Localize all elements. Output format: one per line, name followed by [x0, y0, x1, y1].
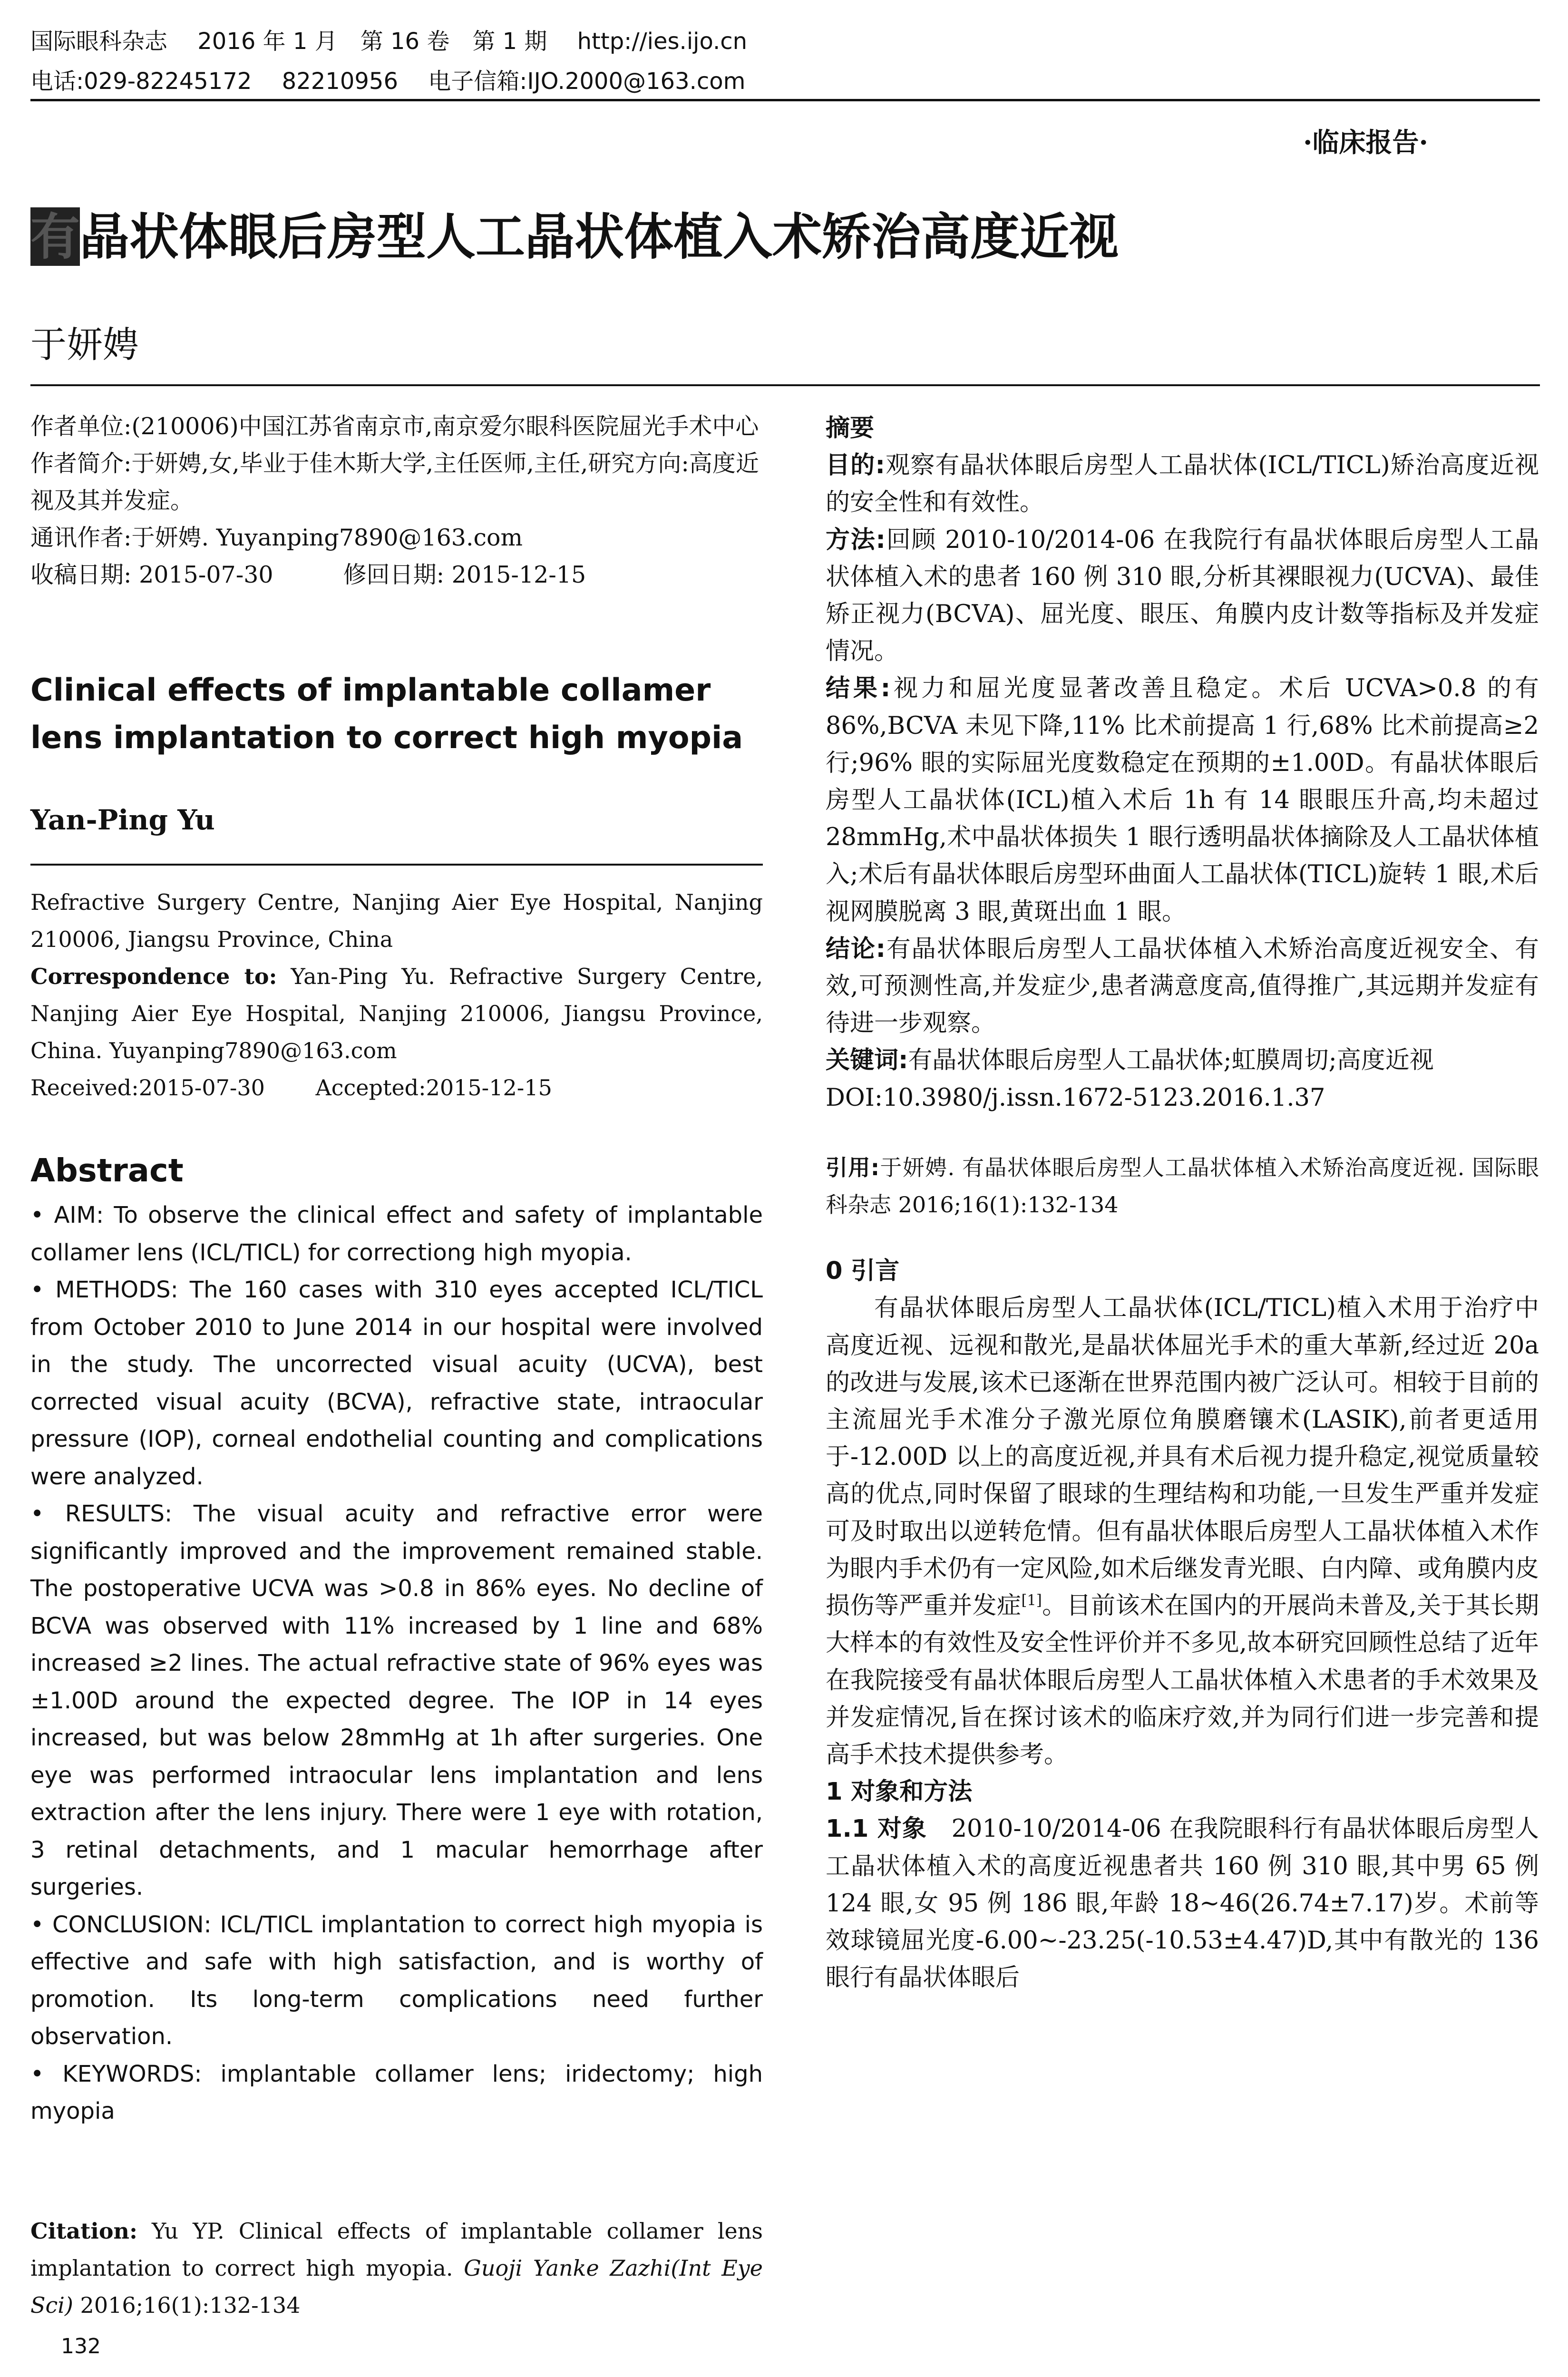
citation-tail: 2016;16(1):132-134 — [73, 2292, 301, 2318]
cn-citation: 于妍娉. 有晶状体眼后房型人工晶状体植入术矫治高度近视. 国际眼科杂志 2016;16(1):132-134 — [826, 1154, 1539, 1218]
left-column-meta — [30, 408, 763, 594]
header-rule — [30, 99, 1540, 101]
cn-conclusion-label: 结论: — [826, 935, 886, 963]
english-affiliation-block — [30, 884, 763, 1106]
author-affiliation: 作者单位:(210006)中国江苏省南京市,南京爱尔眼科医院屈光手术中心 — [30, 413, 759, 440]
doi: DOI:10.3980/j.issn.1672-5123.2016.1.37 — [826, 1083, 1325, 1112]
title-first-char-highlight: 有 — [30, 207, 80, 266]
correspondence-text: Yan-Ping Yu. Refractive Surgery Centre, Nanjing Aier Eye Hospital, Nanjing 210006, Jiangsu Province, China. Yuyanping7890@163.com — [30, 964, 763, 1063]
cn-results: 视力和屈光度显著改善且稳定。术后 UCVA>0.8 的有 86%,BCVA 未见下降,11% 比术前提高 1 行,68% 比术前提高≥2 行;96% 眼的实际屈光度数稳定在预期的±1.00D。有晶状体眼后房型人工晶状体(ICL)植入术后 1h 有 14 眼眼压升高,均未超过 28mmHg,术中晶状体损失 1 眼行透明晶状体摘除及人工晶状体植入;术后有晶状体眼后房型环曲面人工晶状体(TICL)旋转 1 眼,术后视网膜脱离 3 眼,黄斑出血 1 眼。 — [826, 674, 1539, 926]
author-name: 于妍娉 — [30, 323, 139, 366]
abstract-keywords: • KEYWORDS: implantable collamer lens; iridectomy; high myopia — [30, 2060, 763, 2124]
english-dates: Received:2015-07-30 Accepted:2015-12-15 — [30, 1075, 552, 1101]
abstract-heading-cn: 摘要 — [826, 414, 875, 442]
reference-1: [1] — [1021, 1592, 1042, 1609]
cn-conclusion: 有晶状体眼后房型人工晶状体植入术矫治高度近视安全、有效,可预测性高,并发症少,患者满意度高,值得推广,其远期并发症有待进一步观察。 — [826, 935, 1539, 1038]
cn-citation-label: 引用: — [826, 1154, 880, 1180]
correspondence-label: Correspondence to: — [30, 964, 277, 989]
subjects-heading: 1.1 对象 — [826, 1815, 927, 1843]
english-affiliation: Refractive Surgery Centre, Nanjing Aier Eye Hospital, Nanjing 210006, Jiangsu Province, China — [30, 889, 763, 952]
cn-aim-label: 目的: — [826, 451, 885, 480]
corresponding-author: 通讯作者:于妍娉. Yuyanping7890@163.com — [30, 524, 523, 551]
cn-aim: 观察有晶状体眼后房型人工晶状体(ICL/TICL)矫治高度近视的安全性和有效性。 — [826, 451, 1539, 517]
journal-header-line1: 国际眼科杂志 2016 年 1 月 第 16 卷 第 1 期 http://ies.ijo.cn — [30, 28, 748, 55]
cn-methods-label: 方法: — [826, 526, 886, 554]
abstract-conclusion: • CONCLUSION: ICL/TICL implantation to correct high myopia is effective and safe with high satisfaction, and is worthy of promotion. Its long-term complications need further observation. — [30, 1911, 763, 2050]
intro-paragraph-end: 。目前该术在国内的开展尚未普及,关于其长期大样本的有效性及安全性评价并不多见,故本研究回顾性总结了近年在我院接受有晶状体眼后房型人工晶状体植入术患者的手术效果及并发症情况,旨在探讨该术的临床疗效,并为同行们进一步完善和提高手术技术提供参考。 — [826, 1592, 1539, 1769]
intro-paragraph: 有晶状体眼后房型人工晶状体(ICL/TICL)植入术用于治疗中高度近视、远视和散光,是晶状体屈光手术的重大革新,经过近 20a 的改进与发展,该术已逐渐在世界范围内被广泛认可。相较于目前的主流屈光手术准分子激光原位角膜磨镶术(LASIK),前者更适用于-12.00D 以上的高度近视,并具有术后视力提升稳定,视觉质量较高的优点,同时保留了眼球的生理结构和功能,一旦发生严重并发症可及时取出以逆转危情。但有晶状体眼后房型人工晶状体植入术作为眼内手术仍有一定风险,如术后继发青光眼、白内障、或角膜内皮损伤等严重并发症 — [826, 1294, 1539, 1620]
journal-header-line2: 电话:029-82245172 82210956 电子信箱:IJO.2000@163.com — [30, 68, 746, 95]
citation-journal: Guoji Yanke Zazhi(Int Eye Sci) — [30, 2255, 763, 2318]
article-title — [30, 204, 1119, 270]
right-column — [826, 410, 1539, 1997]
title-rest: 晶状体眼后房型人工晶状体植入术矫治高度近视 — [80, 207, 1119, 266]
title-rule — [30, 384, 1540, 386]
intro-heading: 0 引言 — [826, 1257, 900, 1286]
page-number: 132 — [61, 2334, 101, 2358]
subjects-text: 2010-10/2014-06 在我院眼科行有晶状体眼后房型人工晶状体植入术的高度近视患者共 160 例 310 眼,其中男 65 例 124 眼,女 95 例 186 眼,年龄 18~46(26.74±7.17)岁。术前等效球镜屈光度-6.00~-23.25(-10.53±4.47)D,其中有散光的 136 眼行有晶状体眼后 — [826, 1815, 1539, 1992]
english-citation — [30, 2212, 763, 2324]
cn-keywords-label: 关键词: — [826, 1046, 908, 1075]
author-bio: 作者简介:于妍娉,女,毕业于佳木斯大学,主任医师,主任,研究方向:高度近视及其并发症。 — [30, 450, 759, 514]
citation-body: Yu YP. Clinical effects of implantable collamer lens implantation to correct high myopia. — [30, 2218, 763, 2281]
abstract-heading-en: Abstract — [30, 1152, 184, 1189]
cn-methods: 回顾 2010-10/2014-06 在我院行有晶状体眼后房型人工晶状体植入术的患者 160 例 310 眼,分析其裸眼视力(UCVA)、最佳矫正视力(BCVA)、屈光度、眼压、角膜内皮计数等指标及并发症情况。 — [826, 526, 1539, 666]
english-title: Clinical effects of implantable collamer lens implantation to correct high myopia — [30, 672, 743, 756]
cn-results-label: 结果: — [826, 674, 891, 703]
english-abstract — [30, 1197, 763, 2130]
citation-label: Citation: — [30, 2218, 137, 2244]
abstract-methods: • METHODS: The 160 cases with 310 eyes accepted ICL/TICL from October 2010 to June 2014 in our hospital were involved in the study. The uncorrected visual acuity (UCVA), best corrected visual acuity (BCVA), refractive state, intraocular pressure (IOP), corneal endothelial counting and complications were analyzed. — [30, 1276, 763, 1490]
cn-keywords: 有晶状体眼后房型人工晶状体;虹膜周切;高度近视 — [908, 1046, 1434, 1075]
english-author: Yan-Ping Yu — [30, 804, 215, 836]
english-author-rule — [30, 864, 763, 866]
abstract-aim: • AIM: To observe the clinical effect and safety of implantable collamer lens (ICL/TICL) for correctiong high myopia. — [30, 1202, 763, 1266]
methods-heading: 1 对象和方法 — [826, 1778, 973, 1806]
received-dates: 收稿日期: 2015-07-30 修回日期: 2015-12-15 — [30, 561, 586, 588]
abstract-results: • RESULTS: The visual acuity and refractive error were significantly improved and the improvement remained stable. The postoperative UCVA was >0.8 in 86% eyes. No decline of BCVA was observed with 11% increased by 1 line and 68% increased ≥2 lines. The actual refractive state of 96% eyes was ±1.00D around the expected degree. The IOP in 14 eyes increased, but was below 28mmHg at 1h after surgeries. One eye was performed intraocular lens implantation and lens extraction after the lens injury. There were 1 eye with rotation, 3 retinal detachments, and 1 macular hemorrhage after surgeries. — [30, 1500, 763, 1900]
section-label: ·临床报告· — [1303, 127, 1428, 158]
